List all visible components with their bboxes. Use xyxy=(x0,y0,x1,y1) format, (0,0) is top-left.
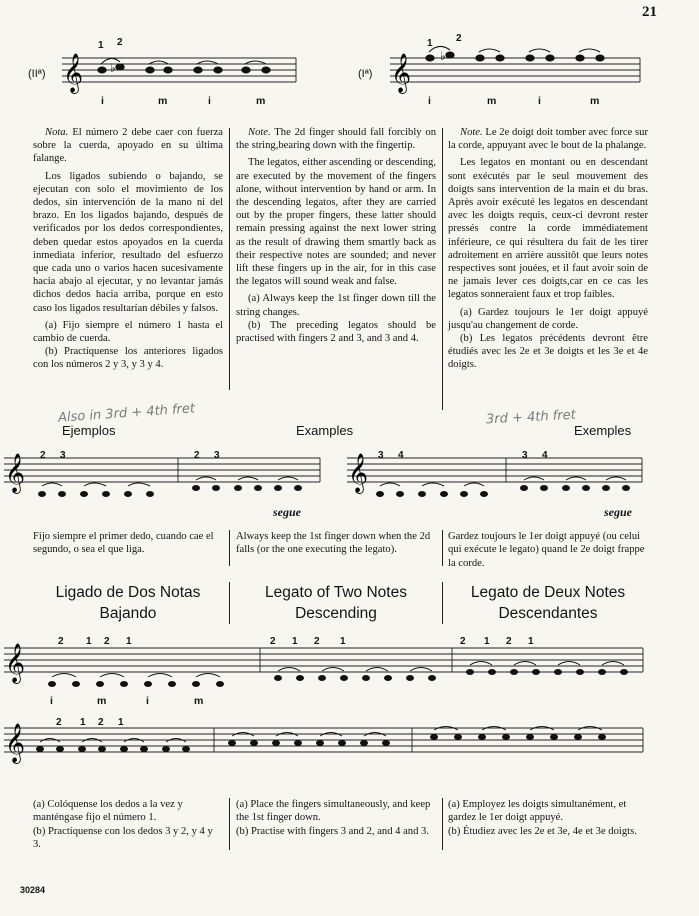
finger-number: 2 xyxy=(506,636,512,647)
examples-label-fr: Exemples xyxy=(574,423,632,438)
column-divider xyxy=(442,582,443,624)
pluck-i: i xyxy=(428,95,431,107)
note-head xyxy=(194,67,202,73)
column-divider xyxy=(442,530,443,566)
note-text: Les legatos en montant ou en descendant sont exécutés par le seul mouvement des doigts sans intervention de la main et du bras. Après avoir exécuté les legatos en descendant avec les doigts requis, ceux-ci devront rester pressés contre la corde immédiatement inférieure, ce qui résultera du fait de les tirer adroitement en arrière aussitôt que leurs notes respectives sont jouées, et il faut avoir soin de ne jamais lever ces doigts,car en ce cas les legatos sonneraient faux et trop faibles. xyxy=(448,157,648,301)
plate-number: 30284 xyxy=(20,885,46,895)
note-a: (a) Place the fingers simultaneously, and keep the 1st finger down. xyxy=(236,799,431,824)
section-header-fr xyxy=(448,582,648,624)
bottom-notes-fr xyxy=(448,798,648,838)
column-divider xyxy=(442,128,443,410)
column-divider xyxy=(229,128,230,390)
finger-number: 1 xyxy=(126,636,132,647)
pluck-i: i xyxy=(101,95,104,107)
note-head xyxy=(476,55,484,61)
handwritten-annotation: 3rd + 4th fret xyxy=(485,407,577,428)
finger-number: 1 xyxy=(340,636,346,647)
notes-french xyxy=(448,126,648,376)
examples-label-es: Ejemplos xyxy=(62,423,116,438)
finger-number: 3 xyxy=(378,450,384,461)
finger-number: 2 xyxy=(56,717,62,728)
bottom-notes-en xyxy=(236,798,436,838)
note-b: (b) Les legatos précédents devront être étudiés avec les 2e et 3e doigts et les 3e et 4e doigts. xyxy=(448,333,648,371)
notes-english xyxy=(236,126,436,349)
flat-icon: ♭ xyxy=(440,49,446,63)
finger-number: 2 xyxy=(98,717,104,728)
note-a: (a) Gardez toujours le 1er doigt appuyé jusqu'au changement de corde. xyxy=(448,306,648,331)
note-a: (a) Colóquense los dedos a la vez y manténgase fijo el número 1. xyxy=(33,799,183,824)
note-b: (b) Étudiez avec les 2e et 3e, 4e et 3e doigts. xyxy=(448,825,637,837)
finger-number: 2 xyxy=(117,37,123,48)
treble-clef-icon: 𝄞 xyxy=(348,454,369,492)
finger-number: 1 xyxy=(484,636,490,647)
treble-clef-icon: 𝄞 xyxy=(63,54,84,92)
finger-number: 4 xyxy=(542,450,548,461)
note-head xyxy=(98,67,106,73)
note-a: (a) Fijo siempre el número 1 hasta el cambio de cuerda. xyxy=(33,319,223,345)
finger-number: 2 xyxy=(314,636,320,647)
notes-spanish xyxy=(33,126,223,376)
page-number: 21 xyxy=(642,4,657,20)
treble-clef-icon: 𝄞 xyxy=(391,54,412,92)
pluck-m: m xyxy=(194,695,204,707)
example-label-left: (IIª) xyxy=(28,68,46,80)
note-text: The 2d finger should fall forcibly on the string,bearing down with the fingertip. xyxy=(236,127,436,152)
note-head xyxy=(242,67,250,73)
finger-number: 1 xyxy=(80,717,86,728)
note-b: (b) Practíquense con los dedos 3 y 2, y 4 y 3. xyxy=(33,825,213,851)
segue-label: segue xyxy=(273,505,301,519)
pluck-i: i xyxy=(538,95,541,107)
finger-number: 1 xyxy=(98,40,104,51)
section-subtitle: Descending xyxy=(295,605,377,622)
note-text: El número 2 debe caer con fuerza sobre la cuerda, apoyado en su última falange. xyxy=(33,127,223,165)
note-head xyxy=(446,52,454,58)
pluck-m: m xyxy=(590,95,600,107)
note-lead: Note. xyxy=(248,127,271,138)
section-subtitle: Descendantes xyxy=(498,605,598,622)
column-divider xyxy=(442,798,443,850)
finger-number: 1 xyxy=(427,38,433,49)
finger-number: 4 xyxy=(398,450,404,461)
note-head xyxy=(214,67,222,73)
note-lead: Nota. xyxy=(45,127,69,138)
finger-number: 2 xyxy=(456,33,462,44)
finger-number: 1 xyxy=(528,636,534,647)
note-a: (a) Always keep the 1st finger down till the string changes. xyxy=(236,293,436,318)
note-head xyxy=(146,67,154,73)
section-title: Legato de Deux Notes xyxy=(470,584,626,601)
column-divider xyxy=(229,798,230,850)
example-note-es: Fijo siempre el primer dedo, cuando cae el segundo, o sea el que liga. xyxy=(33,531,214,556)
note-head xyxy=(596,55,604,61)
treble-clef-icon: 𝄞 xyxy=(5,724,26,762)
note-head xyxy=(496,55,504,61)
note-head xyxy=(262,67,270,73)
column-divider xyxy=(229,530,230,566)
note-lead: Note. xyxy=(460,127,483,138)
section-subtitle: Bajando xyxy=(99,605,157,622)
note-text: Los ligados subiendo o bajando, se ejecutan con solo el movimiento de los dedos, sin intervención de la mano ni del brazo. En los ligados bajando, después de verificados por los dedos correspondientes, deben quedar estos apoyados en la cuerda inmediata inferior, resultado del esfuerzo que cada uno o varios hacen sucesivamente hacia abajo al ejecutar, y no levantar jamás dichos dedos hacia arriba, porque en esto caso los ligados resultarían débiles y falsos. xyxy=(33,170,223,314)
note-text: The legatos, either ascending or descending, are executed by the movement of the fingers alone, without intervention by hand or arm. In the descending legatos, after they are carried out by the proper fingers, these latter should remain pressing against the next lower string as the result of drawing them smartly back as their respective notes are sounded; and never lift these fingers up in the air, for in this case the legatos will sound weak and false. xyxy=(236,157,436,288)
pluck-m: m xyxy=(256,95,266,107)
note-head xyxy=(116,64,124,70)
note-head xyxy=(164,67,172,73)
section-title: Ligado de Dos Notas xyxy=(55,584,201,601)
examples-label-en: Examples xyxy=(296,423,354,438)
column-divider xyxy=(229,582,230,624)
finger-number: 2 xyxy=(58,636,64,647)
finger-number: 2 xyxy=(104,636,110,647)
note-head xyxy=(576,55,584,61)
section-title: Legato of Two Notes xyxy=(265,584,407,601)
pluck-i: i xyxy=(146,695,149,707)
finger-number: 3 xyxy=(522,450,528,461)
bottom-notes-es xyxy=(33,798,223,852)
finger-number: 3 xyxy=(214,450,220,461)
treble-clef-icon: 𝄞 xyxy=(5,454,26,492)
handwritten-annotation: Also in 3rd + 4th fret xyxy=(57,401,196,426)
section-header-en xyxy=(236,582,436,624)
segue-label: segue xyxy=(604,505,632,519)
note-b: (b) Practise with fingers 3 and 2, and 4 and 3. xyxy=(236,825,429,837)
note-head xyxy=(426,55,434,61)
finger-number: 1 xyxy=(118,717,124,728)
note-head xyxy=(546,55,554,61)
finger-number: 2 xyxy=(40,450,46,461)
finger-number: 2 xyxy=(460,636,466,647)
example-note-fr: Gardez toujours le 1er doigt appuyé (ou celui qui exécute le legato) quand le 2e doigt frappe la corde. xyxy=(448,531,645,569)
flat-icon: ♭ xyxy=(110,61,116,75)
section-header-es xyxy=(33,582,223,624)
example-note-en: Always keep the 1st finger down when the 2d falls (or the one executing the legato). xyxy=(236,531,431,556)
note-b: (b) The preceding legatos should be practised with fingers 2 and 3, and 3 and 4. xyxy=(236,319,436,345)
finger-number: 1 xyxy=(86,636,92,647)
pluck-i: i xyxy=(50,695,53,707)
finger-number: 2 xyxy=(270,636,276,647)
pluck-i: i xyxy=(208,95,211,107)
finger-number: 2 xyxy=(194,450,200,461)
finger-number: 3 xyxy=(60,450,66,461)
note-text: Le 2e doigt doit tomber avec force sur la corde, appuyant avec le bout de la phalange. xyxy=(448,127,648,152)
finger-number: 1 xyxy=(292,636,298,647)
treble-clef-icon: 𝄞 xyxy=(5,644,26,682)
pluck-m: m xyxy=(487,95,497,107)
pluck-m: m xyxy=(97,695,107,707)
pluck-m: m xyxy=(158,95,168,107)
note-head xyxy=(526,55,534,61)
example-label-right: (Iª) xyxy=(358,68,373,80)
note-b: (b) Practíquense los anteriores ligados con los números 2 y 3, y 3 y 4. xyxy=(33,346,223,371)
note-a: (a) Employez les doigts simultanément, et gardez le 1er doigt appuyé. xyxy=(448,799,627,824)
examples-staves xyxy=(0,440,699,520)
